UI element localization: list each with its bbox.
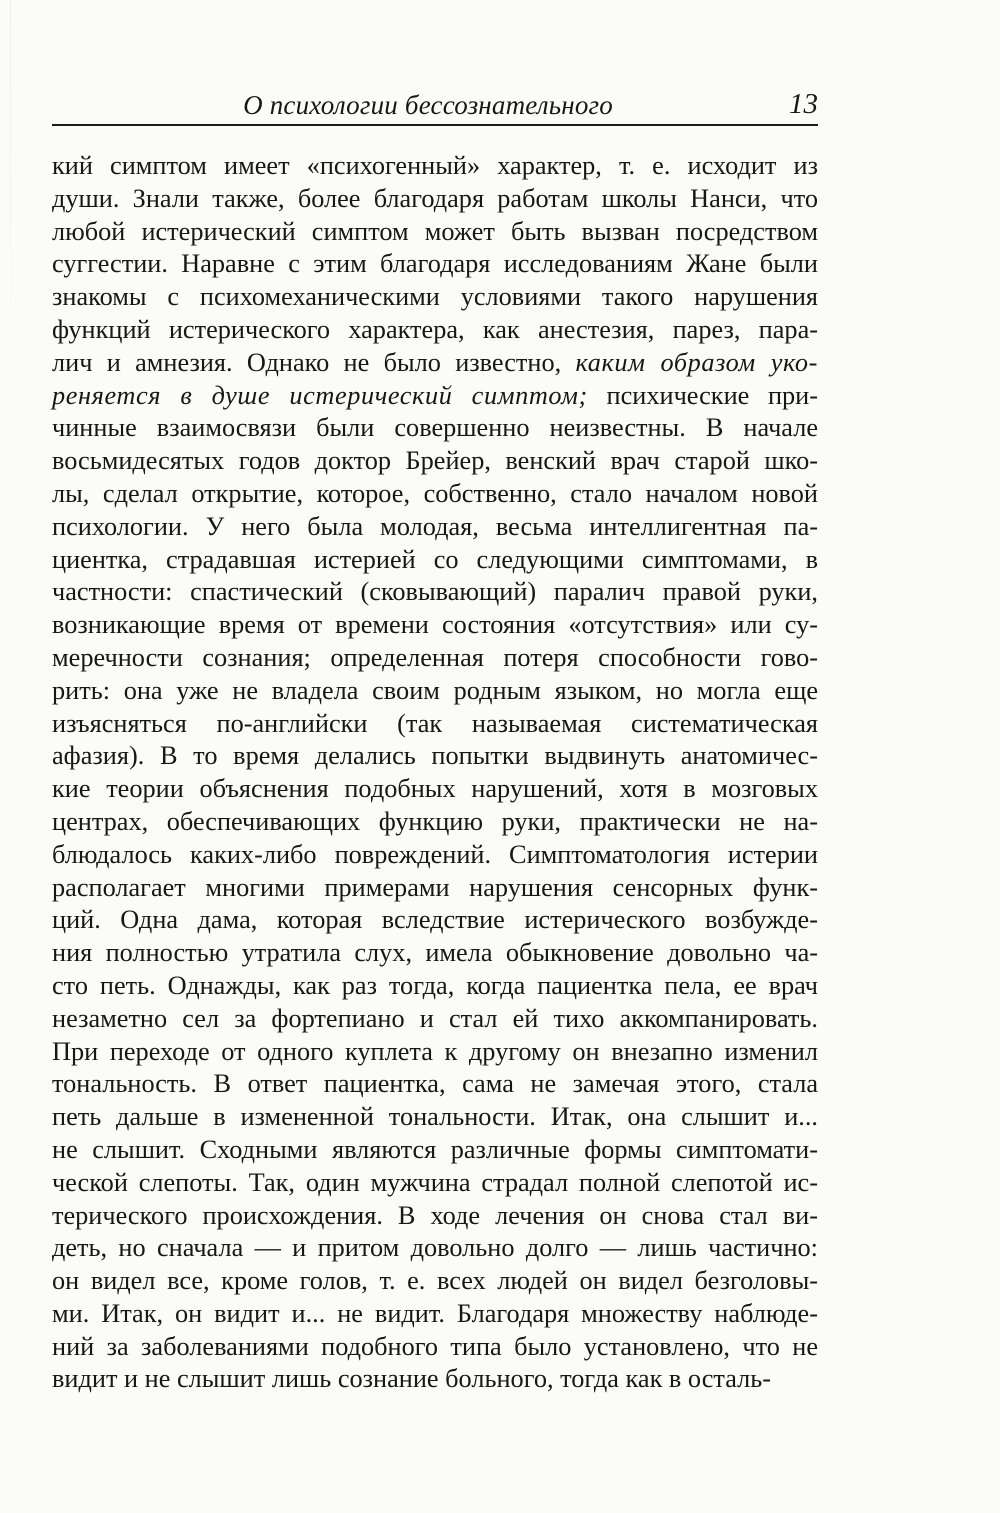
text-line: ческой слепоты. Так, один мужчина страдал полной слепотой ис-	[52, 1167, 818, 1197]
text-line: центрах, обеспечивающих функцию руки, практически не на-	[52, 806, 818, 836]
text-line: психологии. У него была молодая, весьма интеллигентная па-	[52, 511, 818, 541]
emphasis-text: реняется в душе истерический симптом;	[52, 380, 588, 410]
text-line: незаметно сел за фортепиано и стал ей тихо аккомпанировать.	[52, 1003, 818, 1033]
text-line: афазия). В то время делались попытки выдвинуть анатомичес-	[52, 741, 818, 771]
text-line: любой истерический симптом может быть вызван посредством	[52, 216, 818, 246]
text-line: он видел все, кроме голов, т. е. всех людей он видел безголовы-	[52, 1266, 818, 1296]
text-segment: психические при-	[587, 380, 819, 410]
text-line: кий симптом имеет «психогенный» характер, т. е. исходит из	[52, 151, 818, 180]
text-line: При переходе от одного куплета к другому он внезапно изменил	[52, 1036, 818, 1066]
text-segment: лич и амнезия. Однако не было известно,	[52, 347, 576, 377]
running-header-title: О психологии бессознательного	[243, 90, 613, 120]
body-text	[52, 150, 818, 1396]
text-line: кие теории объяснения подобных нарушений, хотя в мозговых	[52, 774, 818, 804]
text-line: ний за заболеваниями подобного типа было установлено, что не	[52, 1331, 818, 1361]
emphasis-text: каким образом уко-	[575, 347, 818, 377]
text-line: не слышит. Сходными являются различные формы симптомати-	[52, 1134, 818, 1164]
text-line: рить: она уже не владела своим родным языком, но могла еще	[52, 675, 818, 705]
text-line: деть, но сначала — и притом довольно долго — лишь частично:	[52, 1233, 818, 1263]
text-line: суггестии. Наравне с этим благодаря исследованиям Жане были	[52, 249, 818, 279]
text-line: чинные взаимосвязи были совершенно неизвестны. В начале	[52, 413, 818, 443]
text-line: тональность. В ответ пациентка, сама не замечая этого, стала	[52, 1069, 818, 1099]
text-line: частности: спастический (сковывающий) паралич правой руки,	[52, 577, 818, 607]
running-header	[52, 88, 818, 126]
text-line: меречности сознания; определенная потеря способности гово-	[52, 642, 818, 672]
page-edge-shadow	[10, 0, 11, 300]
text-line: видит и не слышит лишь сознание больного, тогда как в осталь-	[52, 1364, 771, 1394]
text-line: располагает многими примерами нарушения сенсорных функ-	[52, 872, 818, 902]
text-line: ния полностью утратила слух, имела обыкновение довольно ча-	[52, 938, 818, 968]
text-line: души. Знали также, более благодаря работам школы Нанси, что	[52, 183, 818, 213]
text-line: терического происхождения. В ходе лечения он снова стал ви-	[52, 1200, 818, 1230]
text-line: ций. Одна дама, которая вследствие истерического возбужде-	[52, 905, 818, 935]
text-line: петь дальше в измененной тональности. Итак, она слышит и...	[52, 1102, 818, 1132]
text-line: лы, сделал открытие, которое, собственно, стало началом новой	[52, 478, 818, 508]
text-line: изъясняться по-английски (так называемая систематическая	[52, 708, 818, 738]
text-line-with-emphasis	[52, 380, 818, 413]
text-line: циентка, страдавшая истерией со следующими симптомами, в	[52, 544, 818, 574]
text-line: ми. Итак, он видит и... не видит. Благодаря множеству наблюде-	[52, 1298, 818, 1328]
text-line: знакомы с психомеханическими условиями такого нарушения	[52, 282, 818, 312]
text-line: сто петь. Однажды, как раз тогда, когда пациентка пела, ее врач	[52, 970, 818, 1000]
text-line: восьмидесятых годов доктор Брейер, венский врач старой шко-	[52, 446, 818, 476]
text-line-with-emphasis	[52, 347, 818, 380]
text-line: возникающие время от времени состояния «отсутствия» или су-	[52, 610, 818, 640]
page-number: 13	[789, 88, 818, 120]
text-line: блюдалось каких-либо повреждений. Симптоматология истерии	[52, 839, 818, 869]
text-line: функций истерического характера, как анестезия, парез, пара-	[52, 314, 818, 344]
